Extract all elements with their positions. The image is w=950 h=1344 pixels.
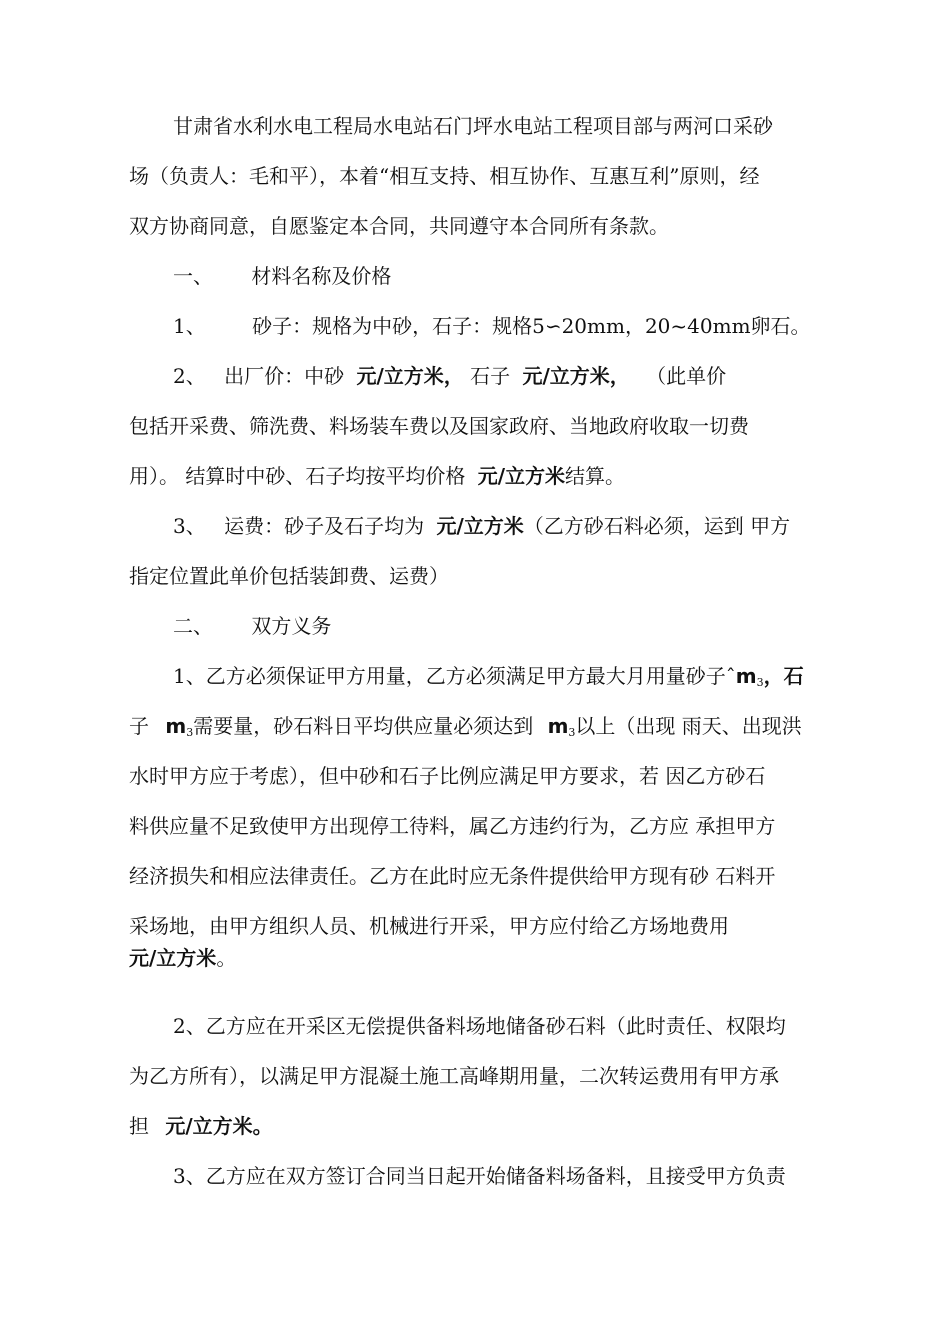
intro-line-2 [129,162,869,190]
duty-1-text-l5: 经济损失和相应法律责任。乙方在此时应无条件提供给甲方现有砂 石料开 [129,864,776,888]
section-1-heading [173,262,391,290]
duty-1-line-1 [173,662,869,697]
item-2-text-a: 出厂价：中砂 [224,364,345,388]
duty-1-unit-m-2: m [165,714,187,738]
item-3-number: 3、 [173,514,206,538]
item-1-number: 1、 [173,314,206,338]
intro-line-1 [173,112,869,140]
duty-1-text-l2c: 以上（出现 雨天、出现洪 [575,714,802,738]
duty-1-text-l7end: 。 [216,946,237,970]
item-2-line-1 [173,362,726,390]
duty-1-text-l1a-body: 1、乙方必须保证甲方用量，乙方必须满足甲方最大月用量砂子ˆ [173,664,736,688]
duty-2-line-3 [129,1112,273,1140]
item-3-line-2 [129,562,449,590]
item-3-text-l2: 指定位置此单价包括装卸费、运费） [129,564,449,588]
item-3-text-a: 运费：砂子及石子均为 [224,514,425,538]
item-2-text-l3b: 结算。 [565,464,626,488]
duty-1-text-l1a [173,662,804,697]
item-2-line-2 [129,412,749,440]
duty-2-text-l2: 为乙方所有），以满足甲方混凝土施工高峰期用量，二次转运费用有甲方承 [129,1064,779,1088]
duty-2-unit: 元/立方米。 [165,1114,273,1138]
duty-1-unit-m-1: m [735,664,757,688]
duty-2-text-l1: 2、乙方应在开采区无偿提供备料场地储备砂石料（此时责任、权限均 [173,1014,786,1038]
item-1-text: 砂子：规格为中砂，石子：规格5∽20mm，20~40mm卵石。 [252,314,811,338]
section-2-title: 双方义务 [251,614,332,638]
duty-2-text-l3a: 担 [129,1114,149,1138]
item-2-number: 2、 [173,364,206,388]
item-3-unit: 元/立方米 [436,514,524,538]
section-2-number: 二、 [173,614,213,638]
duty-2-line-1 [173,1012,869,1040]
item-2-text-c: （此单价 [646,364,727,388]
duty-3-text-l1: 3、乙方应在双方签订合同当日起开始储备料场备料，且接受甲方负责 [173,1164,786,1188]
item-2-line-3 [129,462,625,490]
intro-text-2: 场（负责人：毛和平），本着“相互支持、相互协作、互惠互利”原则，经 [129,164,760,188]
duty-1-line-2-content [129,712,802,747]
intro-text-1: 甘肃省水利水电工程局水电站石门坪水电站工程项目部与两河口采砂 [173,114,773,138]
section-2-heading [173,612,331,640]
duty-1-line-4 [129,812,869,840]
item-2-unit-1: 元/立方米， [356,364,464,388]
duty-1-line-3 [129,762,869,790]
duty-1-unit-final: 元/立方米 [129,946,217,970]
duty-1-unit-sup-1: 3 [756,676,764,689]
duty-1-text-l6: 采场地，由甲方组织人员、机械进行开采，甲方应付给乙方场地费用 [129,914,729,938]
duty-1-text-l4: 料供应量不足致使甲方出现停工待料，属乙方违约行为，乙方应 承担甲方 [129,814,776,838]
duty-1-line-7 [129,944,236,972]
duty-1-text-l1b: ，石 [763,664,804,688]
duty-1-unit-m-3: m [547,714,569,738]
duty-1-unit-sup-3: 3 [568,726,576,739]
item-2-text-b: 石子 [470,364,511,388]
item-2-text-l3a: 用）。 结算时中砂、石子均按平均价格 [129,464,466,488]
duty-1-line-2 [129,712,869,747]
duty-1-text-l3: 水时甲方应于考虑），但中砂和石子比例应满足甲方要求，若 因乙方砂石 [129,764,766,788]
duty-2-line-2 [129,1062,869,1090]
section-1-title: 材料名称及价格 [251,264,392,288]
duty-1-text-l2a: 子 [129,714,149,738]
intro-text-3: 双方协商同意，自愿鉴定本合同，共同遵守本合同所有条款。 [129,214,669,238]
intro-line-3 [129,212,669,240]
item-2-unit-3: 元/立方米 [477,464,566,488]
duty-1-unit-sup-2: 3 [186,726,194,739]
duty-1-line-6 [129,912,729,940]
item-2-text-l2: 包括开采费、筛洗费、料场装车费以及国家政府、当地政府收取一切费 [129,414,749,438]
duty-3-line-1 [173,1162,869,1190]
item-2-unit-2: 元/立方米， [522,364,630,388]
item-1 [173,312,811,340]
item-3-line-1 [173,512,790,540]
duty-1-line-5 [129,862,869,890]
duty-1-text-l2b: 需要量，砂石料日平均供应量必须达到 [193,714,534,738]
section-1-number: 一、 [173,264,213,288]
item-3-text-b: （乙方砂石料必须，运到 甲方 [523,514,791,538]
